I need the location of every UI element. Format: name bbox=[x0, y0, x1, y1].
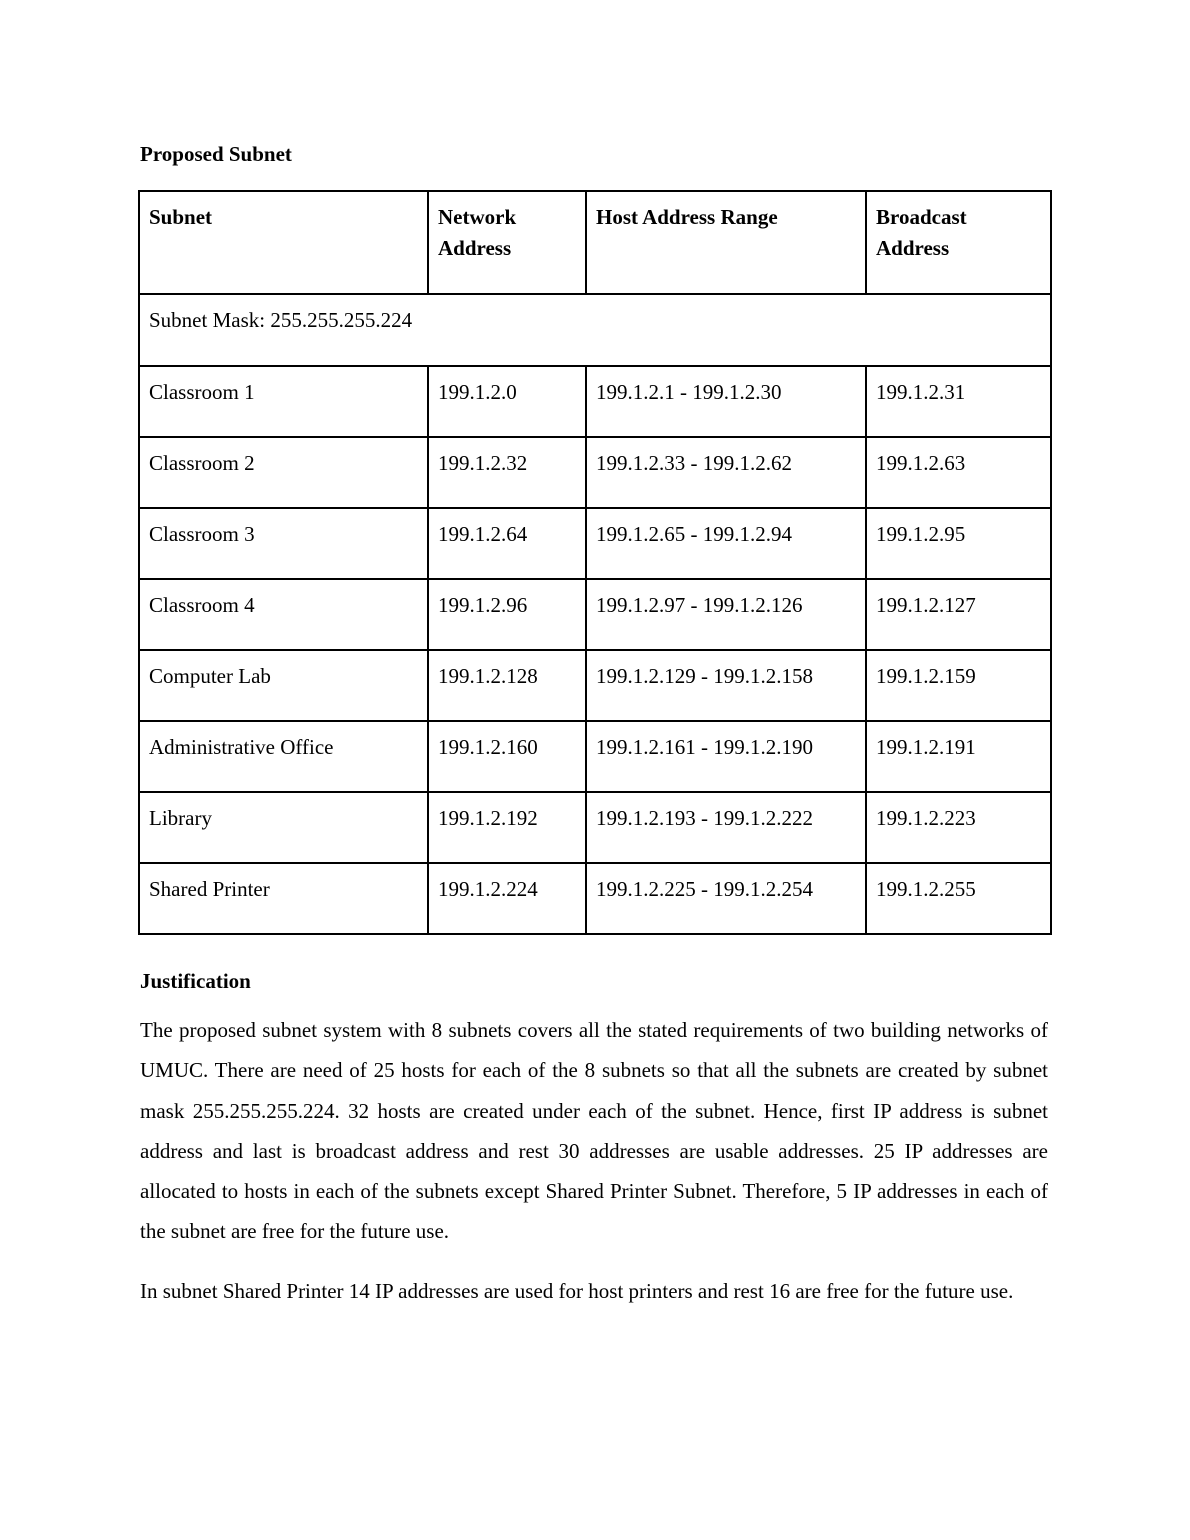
network-address-cell: 199.1.2.32 bbox=[428, 437, 586, 508]
subnet-mask-row bbox=[139, 294, 1051, 366]
subnet-cell: Classroom 1 bbox=[139, 366, 428, 437]
network-address-cell: 199.1.2.192 bbox=[428, 792, 586, 863]
host-range-cell: 199.1.2.129 - 199.1.2.158 bbox=[586, 650, 866, 721]
justification-paragraph: In subnet Shared Printer 14 IP addresses are used for host printers and rest 16 are free for the future use. bbox=[140, 1279, 1014, 1303]
header-host-address-range: Host Address Range bbox=[586, 191, 866, 294]
network-address-cell: 199.1.2.0 bbox=[428, 366, 586, 437]
broadcast-cell: 199.1.2.255 bbox=[866, 863, 1051, 934]
subnet-cell: Classroom 3 bbox=[139, 508, 428, 579]
network-address-cell: 199.1.2.64 bbox=[428, 508, 586, 579]
subnet-cell: Computer Lab bbox=[139, 650, 428, 721]
proposed-subnet-heading: Proposed Subnet bbox=[140, 142, 292, 166]
broadcast-cell: 199.1.2.31 bbox=[866, 366, 1051, 437]
header-subnet: Subnet bbox=[139, 191, 428, 294]
subnet-cell: Administrative Office bbox=[139, 721, 428, 792]
table-row bbox=[139, 579, 1051, 650]
network-address-cell: 199.1.2.96 bbox=[428, 579, 586, 650]
broadcast-cell: 199.1.2.63 bbox=[866, 437, 1051, 508]
table-row bbox=[139, 366, 1051, 437]
table-row bbox=[139, 792, 1051, 863]
host-range-cell: 199.1.2.33 - 199.1.2.62 bbox=[586, 437, 866, 508]
network-address-cell: 199.1.2.224 bbox=[428, 863, 586, 934]
subnet-cell: Classroom 4 bbox=[139, 579, 428, 650]
table-row bbox=[139, 863, 1051, 934]
subnet-cell: Library bbox=[139, 792, 428, 863]
table-row bbox=[139, 508, 1051, 579]
table-row bbox=[139, 721, 1051, 792]
network-address-cell: 199.1.2.128 bbox=[428, 650, 586, 721]
host-range-cell: 199.1.2.193 - 199.1.2.222 bbox=[586, 792, 866, 863]
table-row bbox=[139, 650, 1051, 721]
network-address-cell: 199.1.2.160 bbox=[428, 721, 586, 792]
host-range-cell: 199.1.2.65 - 199.1.2.94 bbox=[586, 508, 866, 579]
justification-paragraph: The proposed subnet system with 8 subnets covers all the stated requirements of two building networks of UMUC. There are need of 25 hosts for each of the 8 subnets so that all the subnets are created by subnet mask 255.255.255.224. 32 hosts are created under each of the subnet. Hence, first IP address is subnet address and last is broadcast address and rest 30 addresses are usable addresses. 25 IP addresses are allocated to hosts in each of the subnets except Shared Printer Subnet. Therefore, 5 IP addresses in each of the subnet are free for the future use. bbox=[140, 1018, 1048, 1244]
table-row bbox=[139, 437, 1051, 508]
broadcast-cell: 199.1.2.159 bbox=[866, 650, 1051, 721]
broadcast-cell: 199.1.2.127 bbox=[866, 579, 1051, 650]
subnet-mask-cell: Subnet Mask: 255.255.255.224 bbox=[139, 294, 1051, 366]
header-broadcast-address: Broadcast Address bbox=[866, 191, 1051, 294]
host-range-cell: 199.1.2.161 - 199.1.2.190 bbox=[586, 721, 866, 792]
host-range-cell: 199.1.2.1 - 199.1.2.30 bbox=[586, 366, 866, 437]
subnet-cell: Shared Printer bbox=[139, 863, 428, 934]
host-range-cell: 199.1.2.97 - 199.1.2.126 bbox=[586, 579, 866, 650]
host-range-cell: 199.1.2.225 - 199.1.2.254 bbox=[586, 863, 866, 934]
broadcast-cell: 199.1.2.223 bbox=[866, 792, 1051, 863]
justification-heading: Justification bbox=[140, 969, 251, 993]
header-network-address: Network Address bbox=[428, 191, 586, 294]
table-header-row bbox=[139, 191, 1051, 294]
subnet-cell: Classroom 2 bbox=[139, 437, 428, 508]
broadcast-cell: 199.1.2.95 bbox=[866, 508, 1051, 579]
broadcast-cell: 199.1.2.191 bbox=[866, 721, 1051, 792]
subnet-table bbox=[138, 190, 1052, 935]
